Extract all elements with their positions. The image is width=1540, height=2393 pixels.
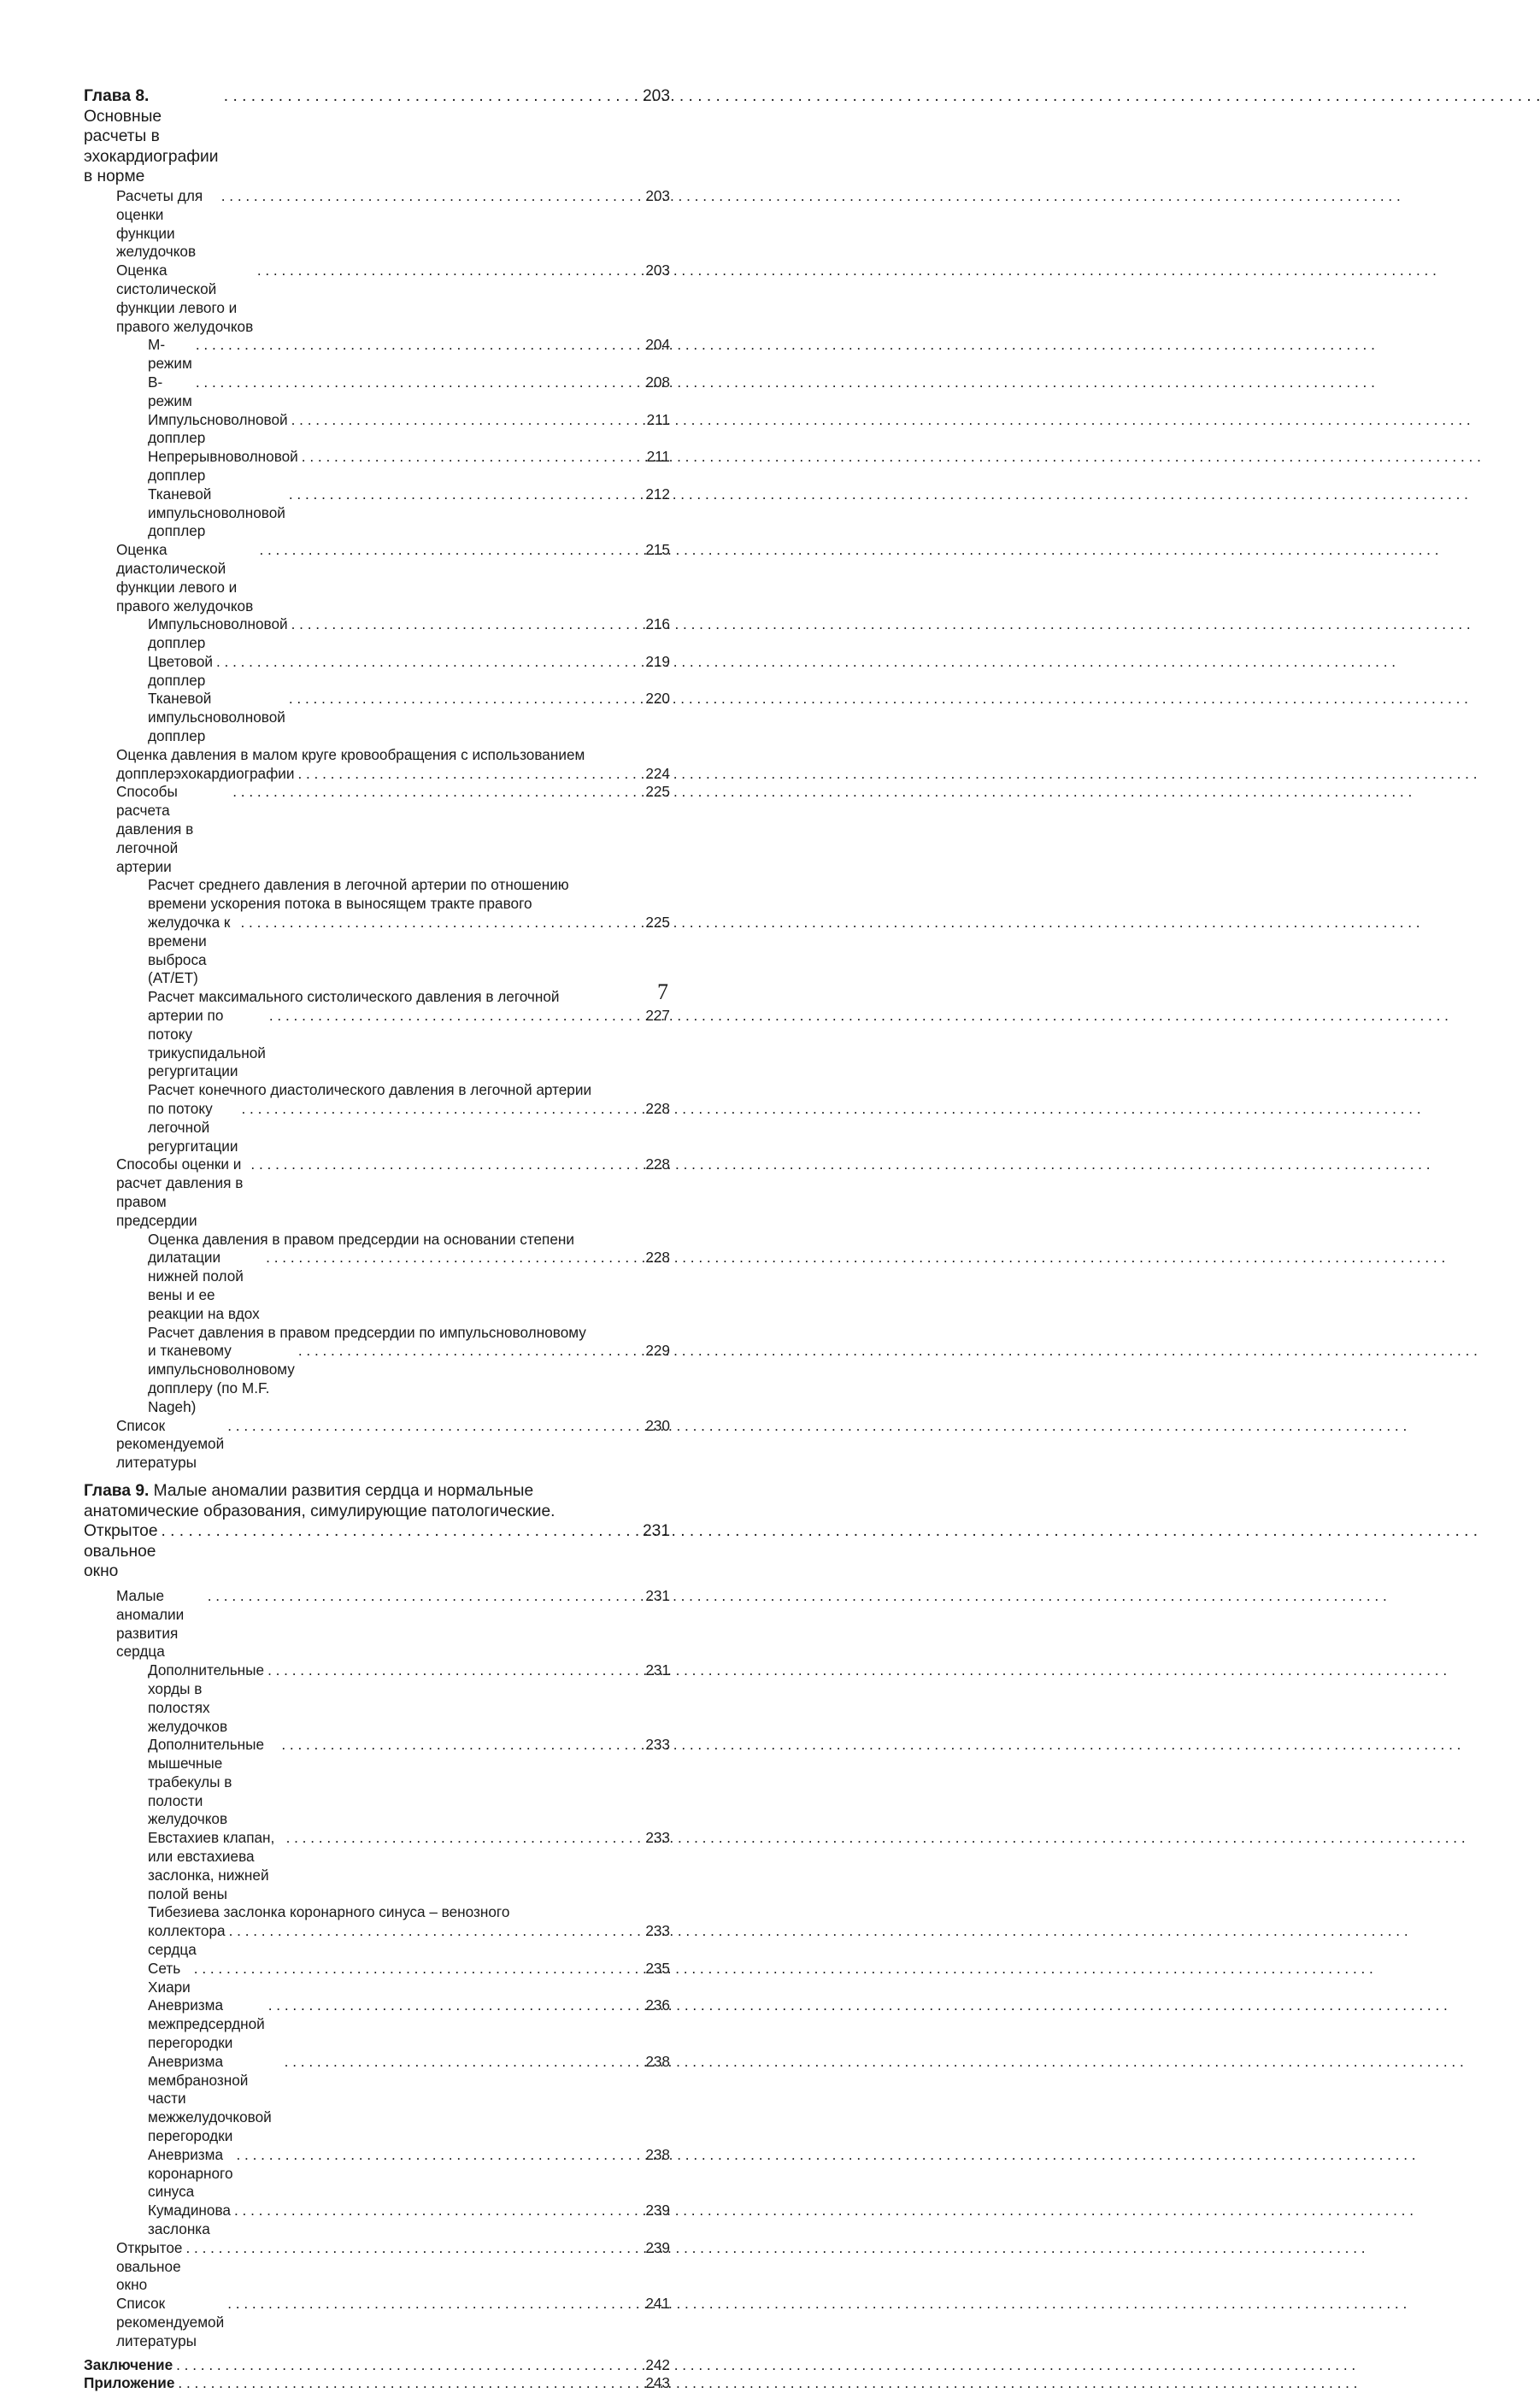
toc-page-number: 233	[645, 1736, 670, 1754]
table-of-contents	[84, 86, 670, 2393]
toc-chapter-8[interactable]	[84, 86, 670, 187]
toc-page-number: 235	[645, 1959, 670, 1977]
toc-entry[interactable]	[84, 262, 670, 336]
dot-leader	[231, 2202, 642, 2220]
dot-leader	[224, 1417, 642, 1436]
toc-page-number: 219	[645, 652, 670, 670]
toc-entry[interactable]	[84, 783, 670, 876]
toc-entry[interactable]	[84, 988, 670, 1081]
toc-entry-text: Оценка диастолической функции левого и правого желудочков	[116, 541, 254, 614]
toc-entry[interactable]	[84, 1829, 670, 1903]
dot-leader	[264, 1661, 642, 1680]
dot-leader	[298, 448, 644, 467]
toc-entry[interactable]	[84, 1903, 670, 1959]
toc-page-number: 238	[645, 2145, 670, 2163]
toc-page-number: 243	[645, 2374, 670, 2392]
toc-entry-text: Список рекомендуемой литературы	[116, 2295, 225, 2349]
toc-entry[interactable]	[84, 541, 670, 615]
toc-entry[interactable]	[84, 615, 670, 653]
toc-page-number: 225	[645, 914, 670, 932]
toc-entry-text: Дополнительные хорды в полостях желудочков	[148, 1661, 265, 1735]
toc-entry-text: Кумадинова заслонка	[148, 2202, 231, 2238]
dot-leader	[226, 1922, 643, 1941]
toc-entry-text: Способы расчета давления в легочной артерии	[116, 783, 194, 875]
dot-leader	[288, 615, 643, 634]
toc-entry-text: Аневризма межпредсердной перегородки	[148, 1996, 265, 2052]
toc-entry[interactable]	[84, 448, 670, 485]
dot-leader	[213, 653, 642, 672]
toc-entry[interactable]	[84, 1081, 670, 1155]
dot-leader	[262, 1249, 642, 1267]
toc-entry-text: желудочка к времени выброса (AT/ET)	[148, 914, 231, 987]
toc-page-number: 220	[645, 690, 670, 708]
toc-page-number: 236	[645, 1996, 670, 2014]
dot-leader	[256, 541, 642, 560]
toc-appendix[interactable]	[84, 2374, 670, 2393]
toc-entry-text: Список рекомендуемой литературы	[116, 1416, 225, 1472]
toc-entry-text: Тканевой импульсноволновой допплер	[148, 690, 285, 745]
toc-page-number: 231	[645, 1586, 670, 1604]
toc-entry[interactable]	[84, 2053, 670, 2146]
toc-entry[interactable]	[84, 876, 670, 988]
dot-leader	[192, 336, 642, 355]
dot-leader	[238, 914, 643, 932]
toc-entry[interactable]	[84, 1155, 670, 1230]
toc-page-number: 203	[645, 186, 670, 204]
chapter-label: Глава 9.	[84, 1481, 150, 1500]
toc-entry[interactable]	[84, 1417, 670, 1473]
toc-page-number: 231	[645, 1661, 670, 1679]
toc-page-number: 211	[646, 410, 670, 428]
toc-entry[interactable]	[84, 411, 670, 449]
toc-entry[interactable]	[84, 2202, 670, 2239]
toc-entry[interactable]	[84, 2239, 670, 2295]
toc-page-number: 203	[642, 87, 670, 105]
toc-entry-text: М-режим	[148, 336, 192, 373]
toc-entry-line: Расчет конечного диастолического давления в легочной артерии	[148, 1081, 592, 1099]
toc-entry-text: Оценка систолической функции левого и правого желудочков	[116, 262, 254, 335]
toc-entry[interactable]	[84, 746, 670, 784]
dot-leader	[174, 2374, 642, 2393]
toc-entry-text: Импульсноволновой допплер	[148, 615, 288, 652]
toc-entry[interactable]	[84, 336, 670, 373]
dot-leader	[233, 2146, 643, 2165]
toc-page-number: 227	[645, 1007, 670, 1025]
toc-page-number: 229	[645, 1342, 670, 1360]
toc-entry-text: Тканевой импульсноволновой допплер	[148, 485, 285, 540]
dot-leader	[288, 411, 644, 430]
chapter-title-line: анатомические образования, симулирующие патологические.	[84, 1502, 555, 1520]
toc-entry-text: допплерэхокардиографии	[116, 764, 295, 782]
dot-leader	[281, 2053, 643, 2072]
dot-leader	[224, 2295, 642, 2314]
toc-page-number: 238	[645, 2052, 670, 2070]
toc-entry-text: по потоку легочной регургитации	[148, 1100, 238, 1155]
toc-entry[interactable]	[84, 187, 670, 262]
toc-entry-text: Открытое овальное окно	[116, 2238, 183, 2294]
toc-entry[interactable]	[84, 1960, 670, 1997]
toc-page-number: 211	[646, 448, 670, 466]
toc-entry-text: Способы оценки и расчет давления в правом предсердии	[116, 1155, 244, 1229]
toc-entry-line: Расчет максимального систолического давления в легочной	[148, 988, 560, 1006]
toc-entry-line: Расчет среднего давления в легочной артерии по отношению	[148, 876, 569, 894]
dot-leader	[278, 1736, 642, 1755]
toc-entry-text: Непрерывноволновой допплер	[148, 448, 298, 484]
chapter-title-line: Малые аномалии развития сердца и нормальные	[149, 1481, 534, 1500]
toc-entry-line: Расчет давления в правом предсердии по импульсноволновому	[148, 1323, 586, 1341]
toc-page-number: 224	[645, 764, 670, 782]
toc-entry-text: Аневризма коронарного синуса	[148, 2145, 233, 2201]
dot-leader	[191, 1960, 643, 1978]
toc-entry-text: Импульсноволновой допплер	[148, 410, 288, 447]
toc-entry-text: и тканевому импульсноволновому допплеру (по M.F. Nageh)	[148, 1342, 295, 1415]
toc-page-number: 231	[642, 1522, 670, 1541]
toc-page-number: 212	[645, 485, 670, 503]
toc-entry-text: Дополнительные мышечные трабекулы в полости желудочков	[148, 1736, 265, 1828]
dot-leader	[294, 765, 642, 784]
toc-entry-text: дилатации нижней полой вены и ее реакции на вдох	[148, 1249, 260, 1322]
toc-entry-text: Приложение	[84, 2374, 175, 2392]
toc-page-number: 208	[645, 373, 670, 391]
toc-entry-text: Малые аномалии развития сердца	[116, 1586, 185, 1661]
toc-entry-line: Тибезиева заслонка коронарного синуса – венозного	[148, 1903, 510, 1921]
dot-leader	[218, 187, 643, 206]
toc-page-number: 242	[645, 2355, 670, 2373]
dot-leader	[229, 783, 642, 802]
dot-leader	[220, 86, 639, 107]
toc-page-number: 228	[645, 1155, 670, 1173]
toc-page-number: 225	[645, 783, 670, 801]
toc-entry[interactable]	[84, 1587, 670, 1661]
dot-leader	[238, 1100, 643, 1119]
toc-entry[interactable]	[84, 653, 670, 691]
toc-entry-text: Заключение	[84, 2355, 173, 2373]
dot-leader	[157, 1521, 639, 1542]
toc-page-number: 239	[645, 2202, 670, 2220]
dot-leader	[173, 2356, 642, 2375]
toc-page-number: 204	[645, 336, 670, 354]
toc-entry-text: Евстахиев клапан, или евстахиева заслонка, нижней полой вены	[148, 1829, 275, 1902]
chapter-title: Основные расчеты в эхокардиографии в норме	[84, 107, 219, 186]
toc-page-number: 216	[645, 615, 670, 633]
dot-leader	[285, 485, 642, 504]
toc-entry[interactable]	[84, 690, 670, 745]
toc-entry[interactable]	[84, 373, 670, 411]
toc-entry-text: Цветовой допплер	[148, 652, 213, 689]
dot-leader	[247, 1155, 642, 1174]
toc-page-number: 233	[645, 1922, 670, 1940]
toc-entry[interactable]	[84, 1324, 670, 1417]
toc-entry[interactable]	[84, 2146, 670, 2202]
dot-leader	[182, 2239, 642, 2258]
toc-entry-text: коллектора сердца	[148, 1922, 226, 1959]
toc-page-number: 203	[645, 262, 670, 279]
toc-page-number: 230	[645, 1416, 670, 1434]
dot-leader	[204, 1587, 643, 1606]
toc-page-number: 241	[645, 2295, 670, 2313]
toc-chapter-9[interactable]	[84, 1481, 670, 1582]
page-number: 7	[657, 979, 668, 1004]
toc-entry-text: Расчеты для оценки функции желудочков	[116, 186, 203, 261]
toc-entry[interactable]	[84, 1231, 670, 1324]
toc-entry-text: Аневризма мембранозной части межжелудочковой перегородки	[148, 2052, 272, 2145]
dot-leader	[266, 1007, 642, 1026]
dot-leader	[295, 1342, 642, 1361]
dot-leader	[285, 690, 642, 708]
toc-entry-text: артерии по потоку трикуспидальной регургитации	[148, 1007, 266, 1080]
toc-page-number: 228	[645, 1100, 670, 1118]
dot-leader	[265, 1996, 643, 2015]
toc-entry-line: Оценка давления в правом предсердии на основании степени	[148, 1230, 574, 1248]
toc-conclusion[interactable]	[84, 2356, 670, 2375]
toc-entry-text: Сеть Хиари	[148, 1959, 191, 1996]
toc-page-number: 233	[645, 1829, 670, 1847]
chapter-title-line: Открытое овальное окно	[84, 1522, 158, 1581]
toc-entry-line: времени ускорения потока в выносящем тракте правого	[148, 895, 532, 913]
dot-leader	[283, 1829, 643, 1848]
toc-page-number: 215	[645, 541, 670, 559]
toc-entry[interactable]	[84, 2295, 670, 2350]
toc-entry[interactable]	[84, 1661, 670, 1736]
toc-entry-text: В-режим	[148, 373, 192, 409]
document-page	[0, 0, 769, 2392]
toc-entry[interactable]	[84, 1736, 670, 1829]
toc-page-number: 239	[645, 2238, 670, 2256]
toc-entry-line: Оценка давления в малом круге кровообращения с использованием	[116, 745, 585, 763]
chapter-label: Глава 8.	[84, 87, 150, 105]
toc-entry[interactable]	[84, 1996, 670, 2052]
dot-leader	[254, 262, 643, 280]
toc-page-number: 228	[645, 1249, 670, 1267]
dot-leader	[192, 373, 642, 392]
toc-entry[interactable]	[84, 485, 670, 541]
